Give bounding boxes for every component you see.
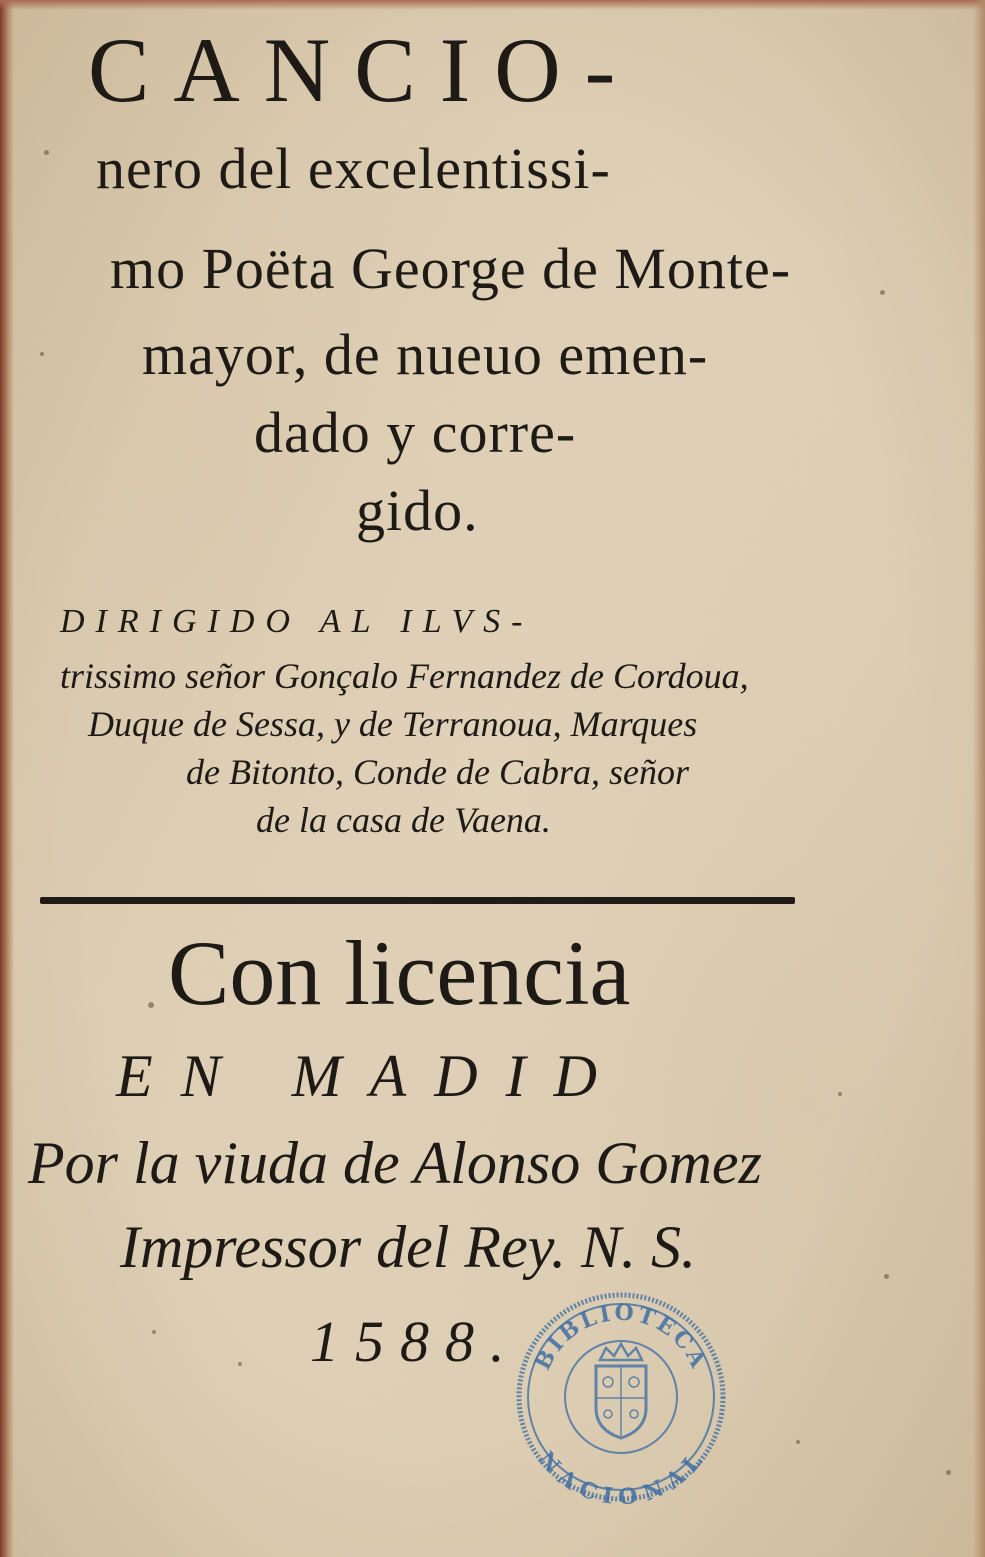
foxing-speck [148,1002,154,1008]
foxing-speck [946,1470,951,1475]
title-line-6: gido. [356,478,479,543]
stamp-text-top: BIBLIOTECA [529,1299,713,1375]
dedication-line-5: de la casa de Vaena. [256,800,551,840]
city-line: EN MADID [116,1043,625,1109]
foxing-speck [44,150,49,155]
page-edge-right [973,0,985,1557]
title-line-3: mo Poëta George de Monte- [110,236,792,301]
stamp-text-bottom: NACIONAL [532,1446,710,1504]
dedication-line-2: trissimo señor Gonçalo Fernandez de Cordoua, [60,656,749,696]
foxing-speck [152,1330,156,1334]
dedication-line-4: de Bitonto, Conde de Cabra, señor [186,752,689,792]
page-edge-left [0,0,14,1557]
printer-line-2: Impressor del Rey. N. S. [120,1214,697,1280]
title-line-5: dado y corre- [254,400,577,465]
page-edge-top [0,0,985,10]
divider-rule [40,897,795,904]
title-line-2: nero del excelentissi- [96,136,611,201]
stamp-graphic [514,1290,728,1504]
foxing-speck [838,1092,842,1096]
licencia-line: Con licencia [168,922,631,1024]
year-line: 1588. [310,1309,521,1374]
title-line-4: mayor, de nueuo emen- [142,322,709,387]
foxing-speck [238,1362,242,1366]
foxing-speck [40,352,44,356]
foxing-speck [796,1440,800,1444]
foxing-speck [880,290,885,295]
dedication-line-1: DIRIGIDO AL ILVS- [60,603,534,640]
title-line-1: CANCIO- [88,19,640,121]
library-stamp [514,1290,728,1504]
printer-line-1: Por la viuda de Alonso Gomez [28,1130,762,1196]
foxing-speck [884,1274,889,1279]
dedication-line-3: Duque de Sessa, y de Terranoua, Marques [88,704,698,744]
